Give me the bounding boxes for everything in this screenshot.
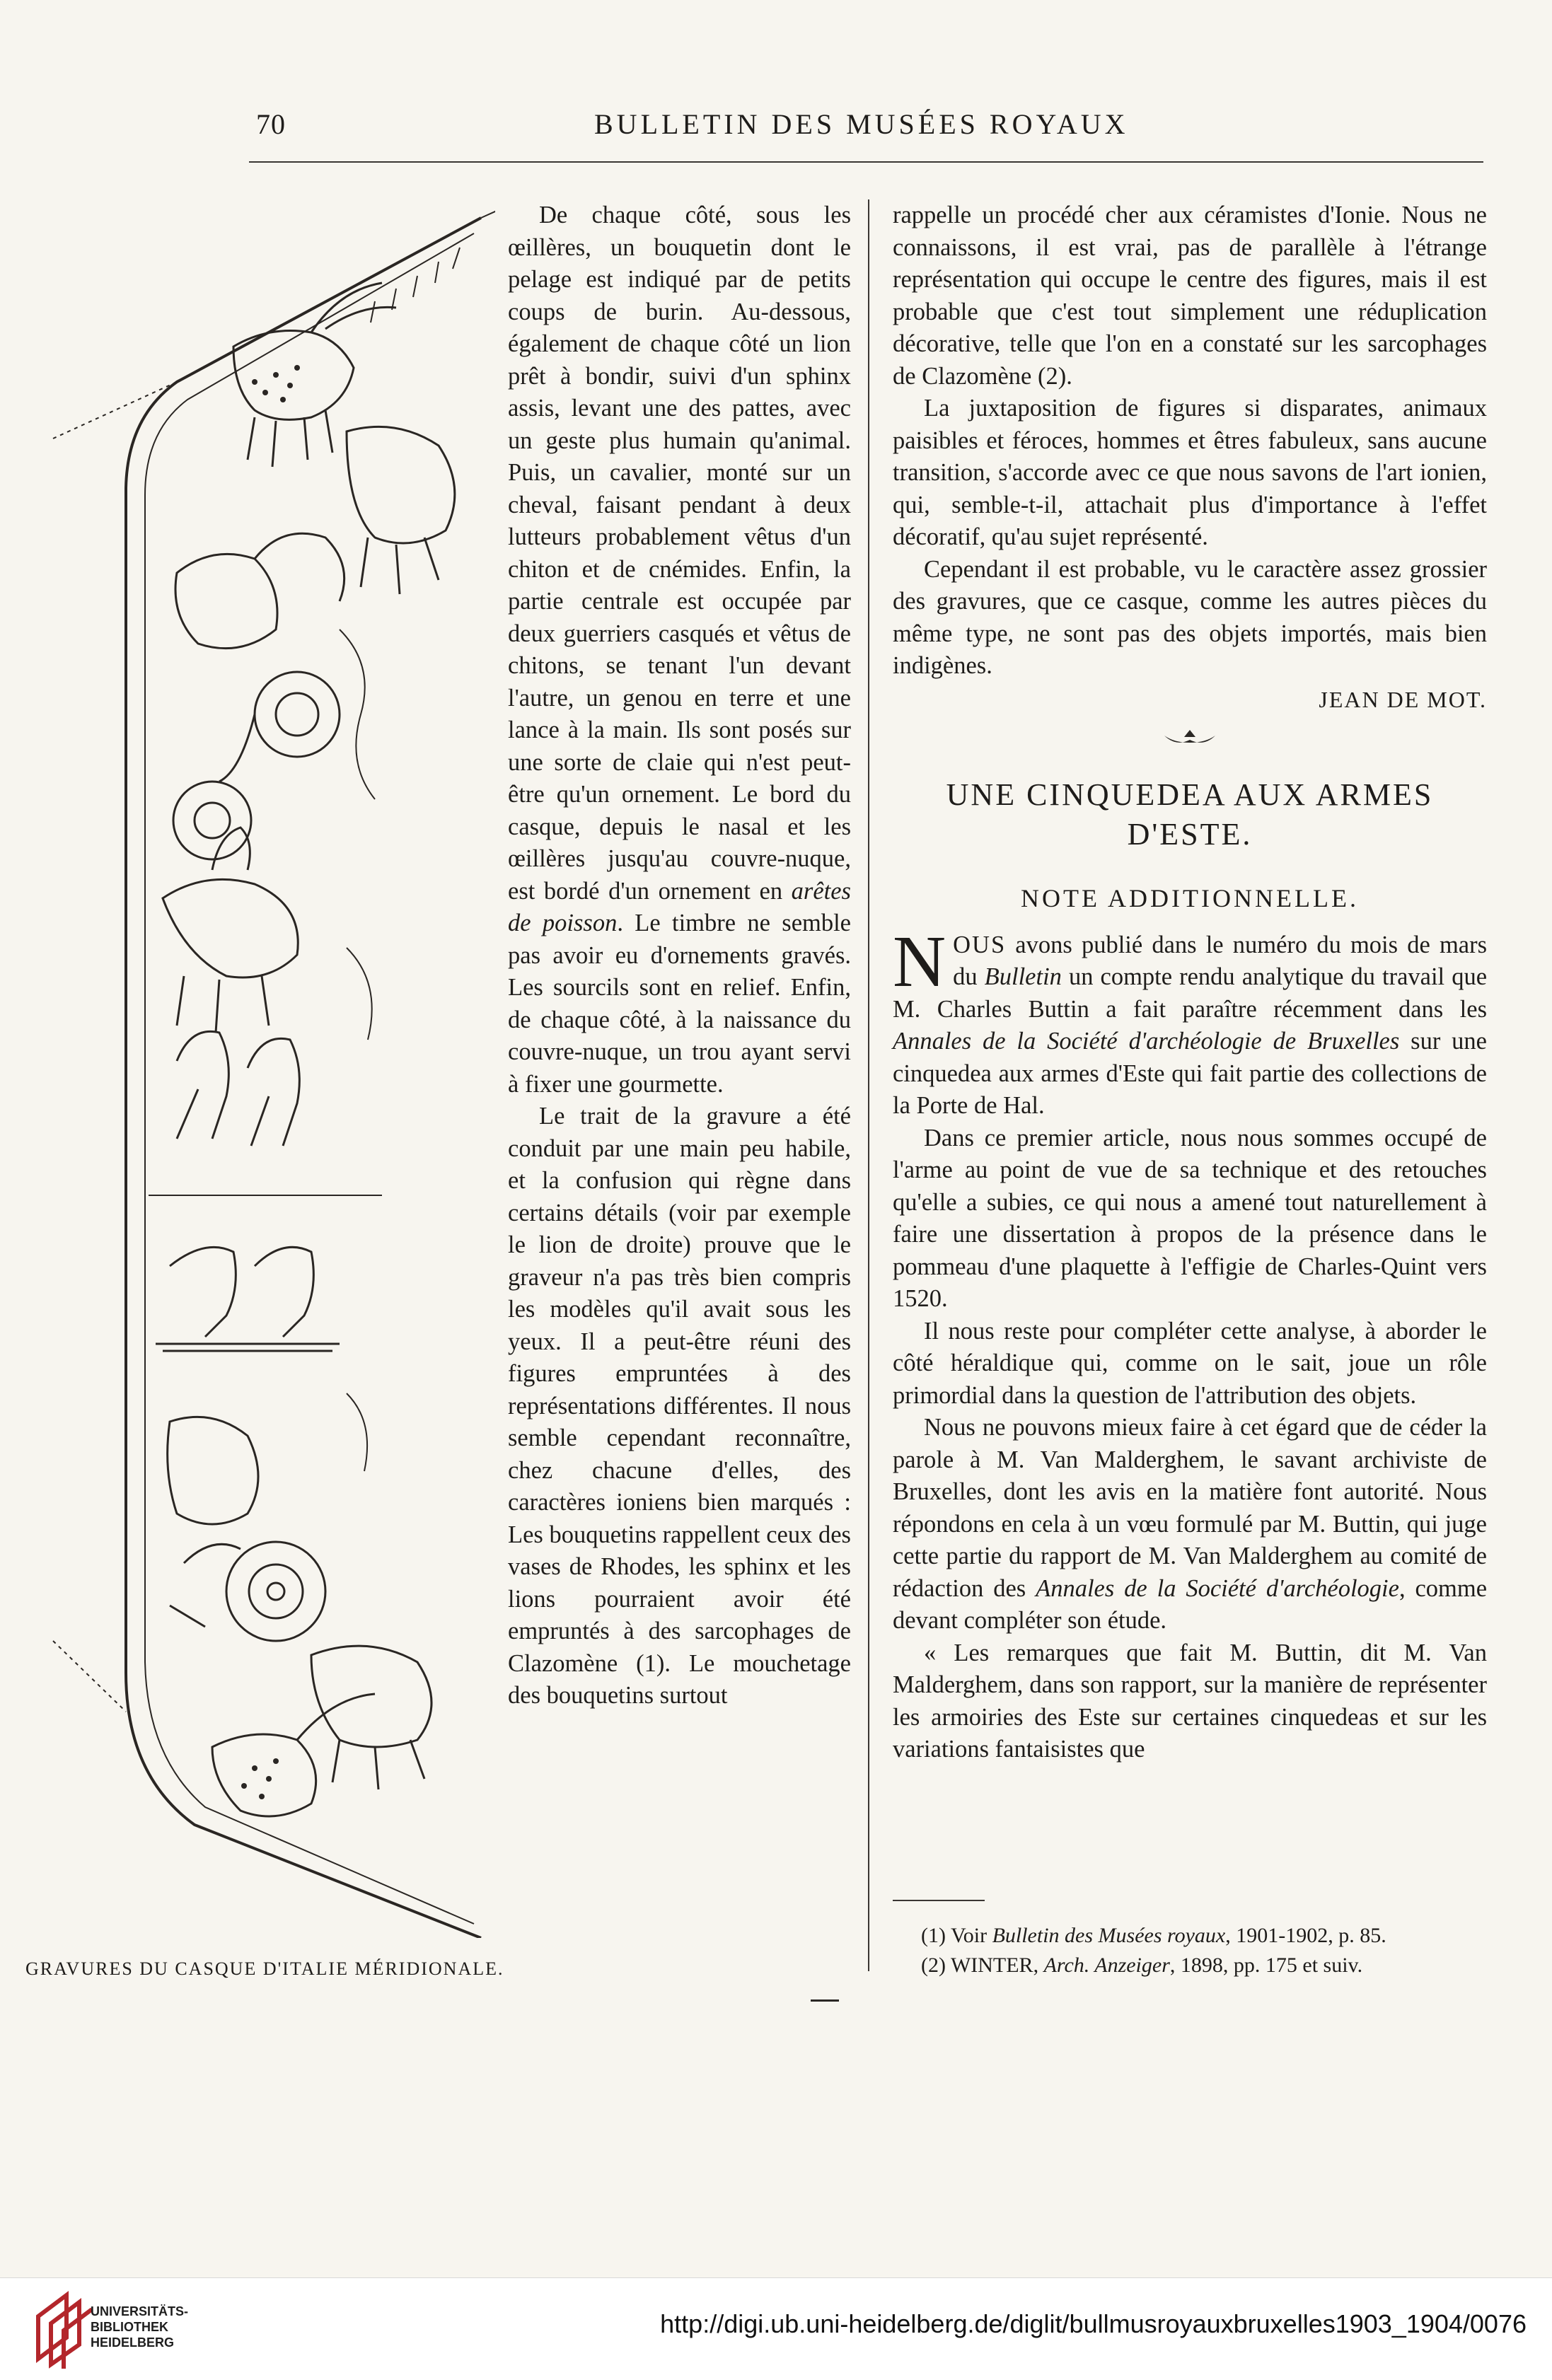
running-title: BULLETIN DES MUSÉES ROYAUX xyxy=(594,108,1129,140)
right-paragraph-2: La juxtaposition de figures si disparates, animaux paisibles et féroces, hommes et êtres fabuleux, sans aucune transition, s'accorde avec ce que nous savons de l'art ionien, qui, semble-t-il, attachait plus d'importance à l'effet décoratif, qu'au sujet représenté. xyxy=(893,395,1487,550)
drop-cap: N xyxy=(893,920,946,1002)
footnote-rule xyxy=(893,1900,985,1901)
column-end-mark xyxy=(811,1999,839,2002)
figure-caption: GRAVURES DU CASQUE D'ITALIE MÉRIDIONALE. xyxy=(25,1958,504,1979)
footer-bar xyxy=(0,2277,1552,2380)
left-text-column xyxy=(508,199,851,1712)
left-paragraph-1: De chaque côté, sous les œillères, un bouquetin dont le pelage est indiqué par de petits coups de burin. Au-dessous, également de chaque côté un lion prêt à bondir, suivi d'un sphinx assis, levant une des pattes, avec un geste plus humain qu'animal. Puis, un cavalier, monté sur un cheval, faisant pendant à deux lutteurs probablement vêtus d'un chiton et de cnémides. Enfin, la partie centrale est occupée par deux guerriers casqués et vêtus de chitons, se tenant l'un devant l'autre, un genou en terre et une lance à la main. Ils sont posés sur une sorte de claie qui n'est peut-être qu'un ornement. Le bord du casque, depuis le nasal et les œillères jusqu'au couvre-nuque, est bordé d'un ornement en arêtes de poisson. Le timbre ne semble pas avoir eu d'ornements gravés. Les sourcils sont en relief. Enfin, de chaque côté, à la naissance du couvre-nuque, un trou ayant servi à fixer une gourmette. xyxy=(508,202,851,1098)
library-name: UNIVERSITÄTS- BIBLIOTHEK HEIDELBERG xyxy=(91,2304,189,2350)
left-paragraph-2: Le trait de la gravure a été conduit par une main peu habile, et la confusion qui règne dans certains détails (voir par exemple le lion de droite) prouve que le graveur n'a pas très bien compris les modèles qu'il avait sous les yeux. Il a peut-être réuni des figures empruntées à des représentations différentes. Il nous semble cependant reconnaître, chez chacune d'elles, des caractères ioniens bien marqués : Les bouquetins rappellent ceux des vases de Rhodes, les sphinx et les lions pourraient avoir été empruntés à des sarcophages de Clazomène (1). Le mouchetage des bouquetins surtout xyxy=(508,1103,851,1709)
page-number: 70 xyxy=(256,108,286,140)
right-text-column xyxy=(893,199,1487,1766)
right-paragraph-3: Cependant il est probable, vu le caractère assez grossier des gravures, que ce casque, comme les autres pièces du même type, ne sont pas des objets importés, mais bien indigènes. xyxy=(893,555,1487,679)
ornament-fleuron-icon xyxy=(1162,728,1218,750)
article-paragraph-5: « Les remarques que fait M. Buttin, dit M. Van Malderghem, dans son rapport, sur la manière de représenter les armoiries des Este sur certaines cinquedeas et sur les variations fantaisistes que xyxy=(893,1639,1487,1763)
footnote-2: (2) WINTER, Arch. Anzeiger, 1898, pp. 175 et suiv. xyxy=(921,1954,1363,1977)
article-paragraph-2: Dans ce premier article, nous nous sommes occupé de l'arme au point de vue de sa technique et des retouches qu'elle a subies, ce qui nous a amené tout naturellement à faire une dissertation à propos de la présence dans le pommeau d'une plaquette à l'effigie de Charles-Quint vers 1520. xyxy=(893,1124,1487,1312)
source-url-link[interactable]: http://digi.ub.uni-heidelberg.de/diglit/bullmusroyauxbruxelles1903_1904/0076 xyxy=(660,2309,1527,2338)
article-paragraph-3: Il nous reste pour compléter cette analyse, à aborder le côté héraldique qui, comme on le sait, joue un rôle primordial dans la question de l'attribution des objets. xyxy=(893,1317,1487,1409)
italic-arêtes-de-poisson: arêtes de poisson xyxy=(508,877,851,936)
footnote-1: (1) Voir Bulletin des Musées royaux, 1901-1902, p. 85. xyxy=(921,1924,1386,1947)
helmet-engraving-drawing xyxy=(42,205,495,1938)
helmet-engraving-figure xyxy=(42,205,495,1938)
article-title: UNE CINQUEDEA AUX ARMES D'ESTE. xyxy=(946,777,1434,852)
article-paragraph-4: Nous ne pouvons mieux faire à cet égard que de céder la parole à M. Van Malderghem, le savant archiviste de Bruxelles, dont les avis en la matière font autorité. Nous répondons en cela à un vœu formulé par M. Buttin, qui juge cette partie du rapport de M. Van Malderghem au comité de rédaction des Annales de la Société d'archéologie, comme devant compléter son étude. xyxy=(893,1414,1488,1634)
header-rule xyxy=(249,161,1483,163)
column-rule xyxy=(868,199,869,1971)
footnotes xyxy=(893,1921,1487,1980)
right-paragraph-1: rappelle un procédé cher aux céramistes d'Ionie. Nous ne connaissons, il est vrai, pas de parallèle à l'étrange représentation qui occupe le centre des figures, mais il est probable que c'est tout simplement une réduplication décorative, telle que l'on en a constaté sur les sarcophages de Clazomène (2). xyxy=(893,202,1487,390)
article-subtitle: NOTE ADDITIONNELLE. xyxy=(1021,884,1359,912)
author-signature: JEAN DE MOT. xyxy=(1319,686,1487,712)
article-paragraph-1: NOUS avons publié dans le numéro du mois de mars du Bulletin un compte rendu analytique du travail que M. Charles Buttin a fait paraître récemment dans les Annales de la Société d'archéologie de Bruxelles sur une cinquedea aux armes d'Este qui fait partie des collections de la Porte de Hal. xyxy=(893,920,1488,1119)
